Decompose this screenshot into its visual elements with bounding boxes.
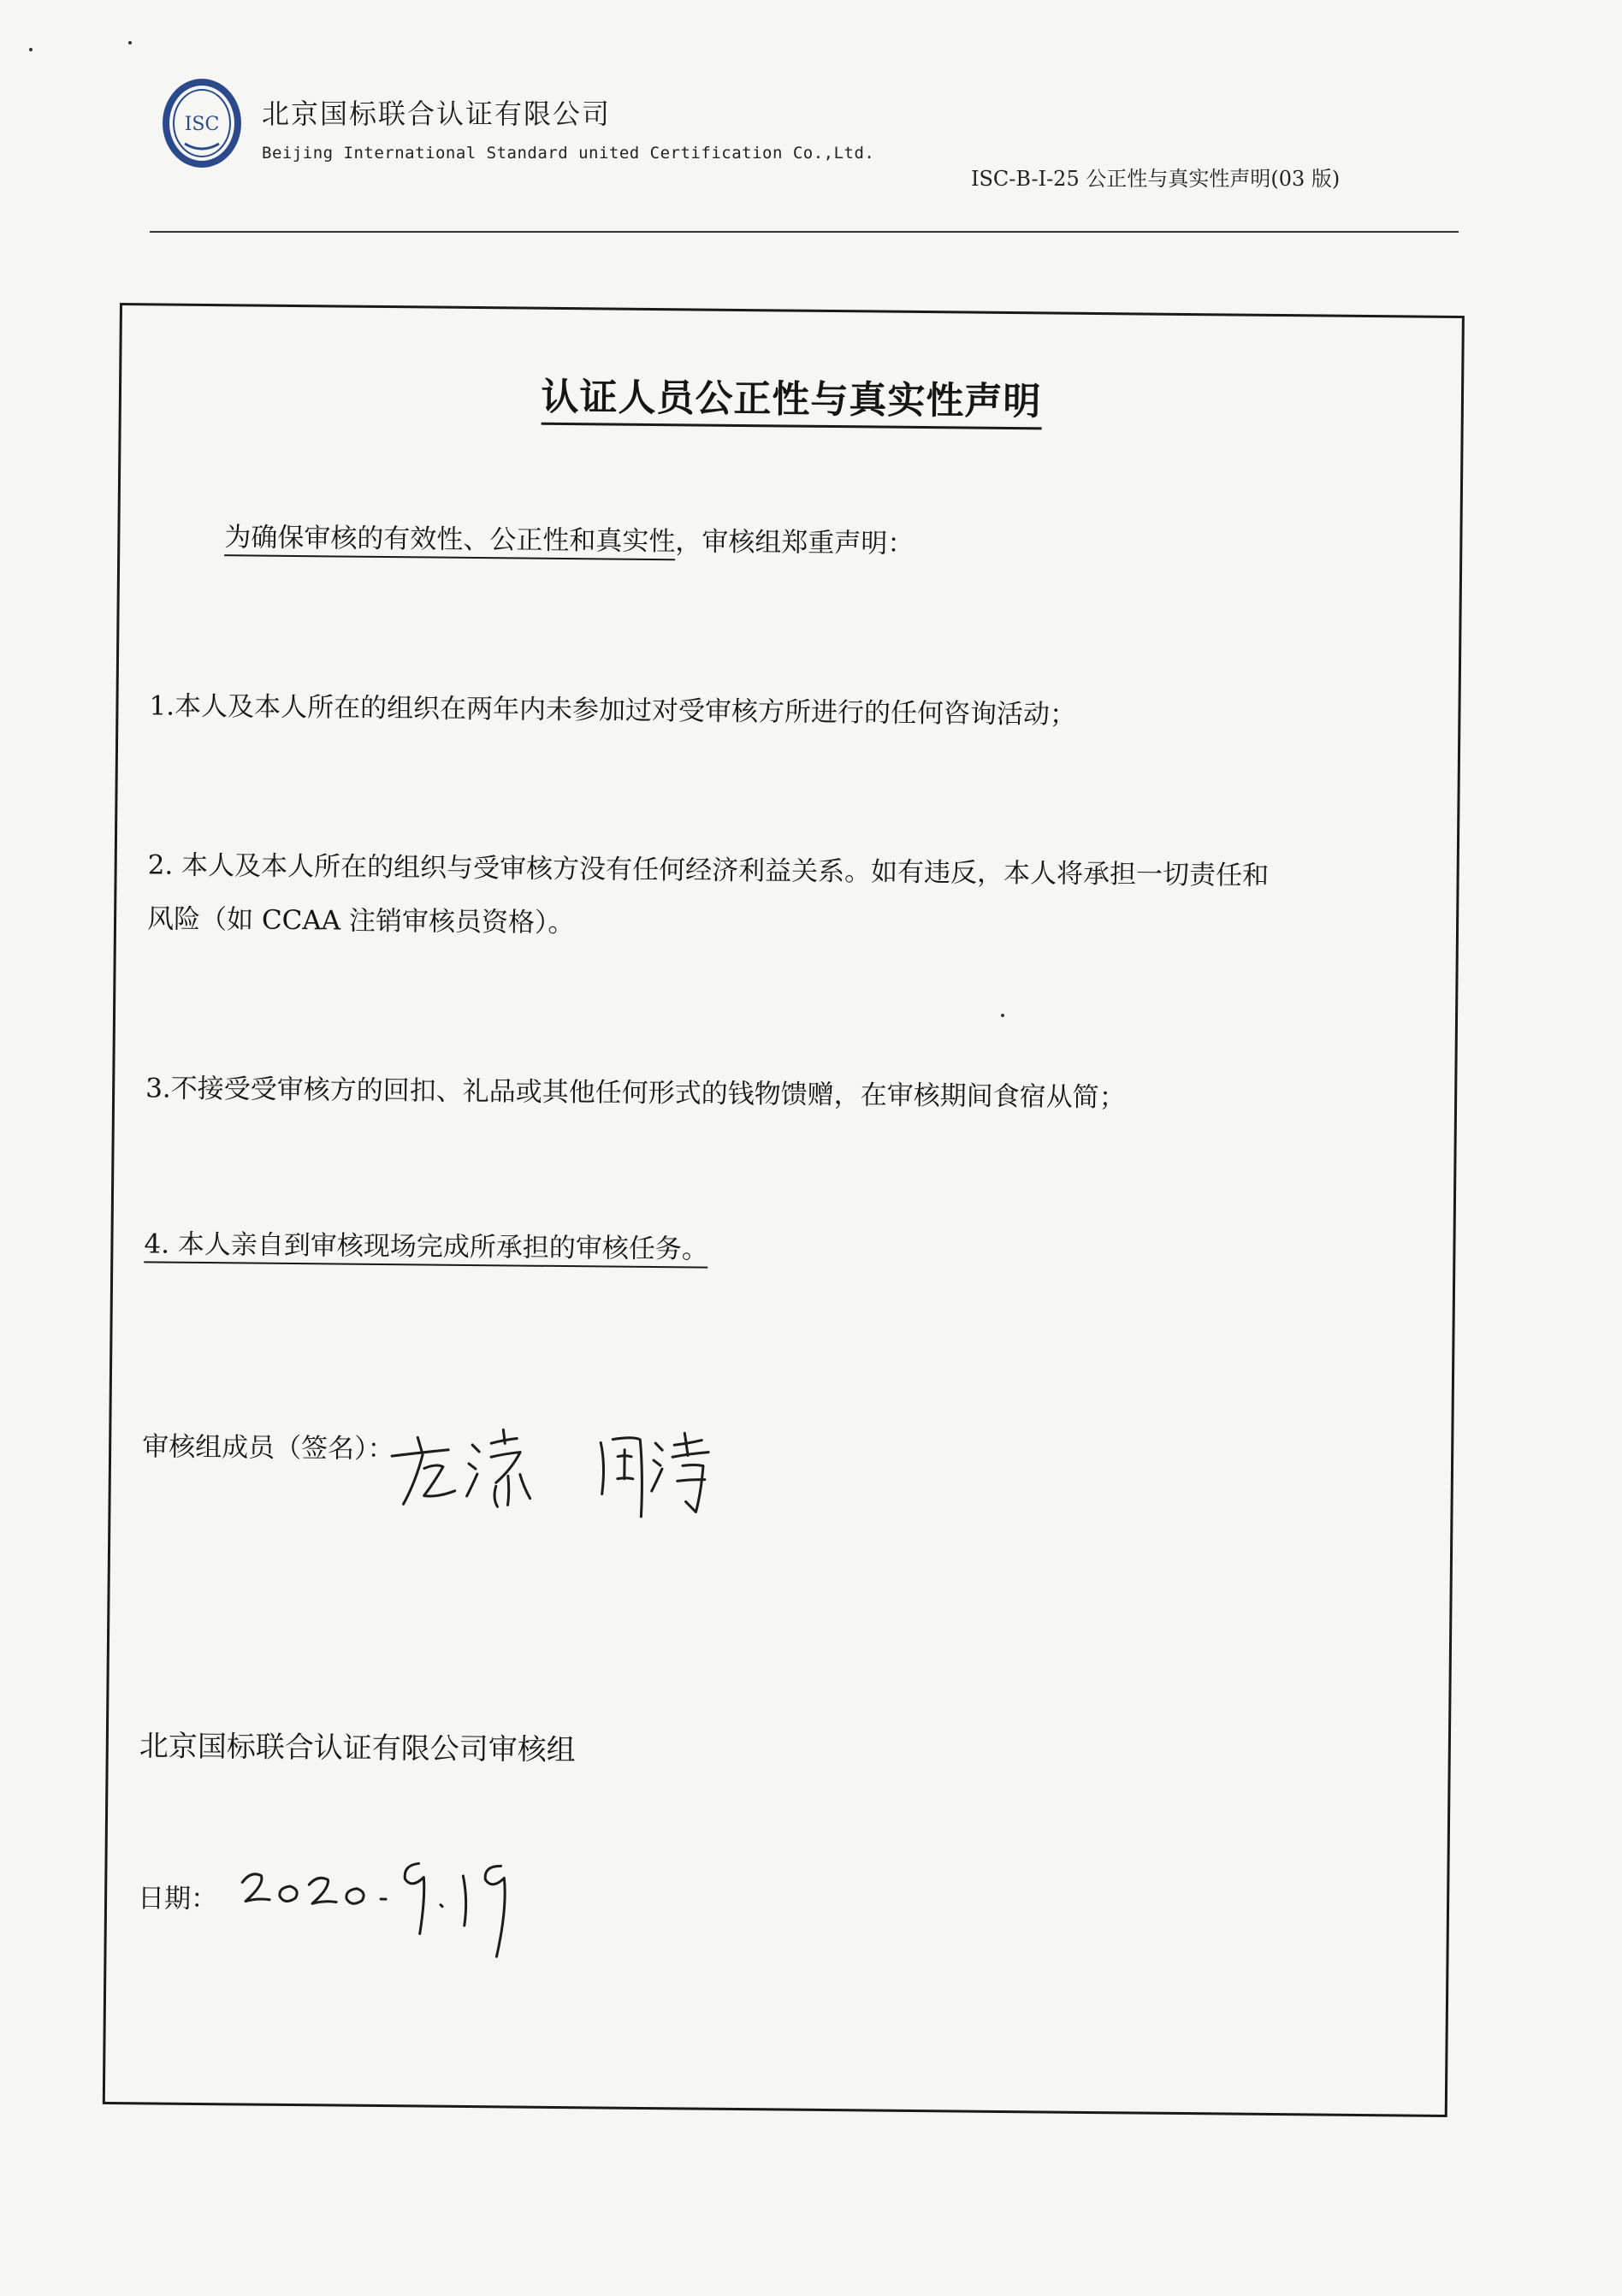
date-label: 日期： xyxy=(137,1883,218,1915)
statement-item-2-line-1: 2. 本人及本人所在的组织与受审核方没有任何经济利益关系。如有违反，本人将承担一切责任和 xyxy=(147,849,1270,891)
statement-item-2-line-2: 风险（如 CCAA 注销审核员资格）。 xyxy=(146,903,575,939)
scan-speck xyxy=(29,48,33,51)
intro-paragraph xyxy=(224,518,914,563)
intro-underlined: 为确保审核的有效性、公正性和真实性 xyxy=(224,522,675,560)
members-signature-label: 审核组成员（签名）： xyxy=(141,1431,394,1465)
handwritten-date xyxy=(234,1837,560,1961)
company-name-cn: 北京国标联合认证有限公司 xyxy=(262,98,612,130)
statement-box xyxy=(103,303,1465,2117)
intro-rest: ，审核组郑重声明： xyxy=(675,526,915,559)
scan-speck xyxy=(128,41,132,44)
audit-team-organization: 北京国标联合认证有限公司审核组 xyxy=(139,1729,576,1768)
statement-item-4-text: 4. 本人亲自到审核现场完成所承担的审核任务。 xyxy=(144,1228,708,1268)
statement-item-4 xyxy=(144,1225,708,1268)
svg-text:ISC: ISC xyxy=(184,114,220,135)
statement-item-3: 3.不接受受审核方的回扣、礼品或其他任何形式的钱物馈赠，在审核期间食宿从简； xyxy=(145,1073,1126,1114)
header-divider xyxy=(150,231,1459,233)
company-name-en: Beijing International Standard united Certification Co.,Ltd. xyxy=(262,144,875,163)
document-code: ISC-B-I-25 公正性与真实性声明(03 版) xyxy=(971,167,1341,191)
statement-item-1: 1.本人及本人所在的组织在两年内未参加过对受审核方所进行的任何咨询活动； xyxy=(149,690,1077,731)
company-logo xyxy=(159,75,245,171)
members-signature xyxy=(382,1403,777,1535)
statement-title-text: 认证人员公正性与真实性声明 xyxy=(541,376,1042,430)
statement-title xyxy=(121,362,1462,429)
